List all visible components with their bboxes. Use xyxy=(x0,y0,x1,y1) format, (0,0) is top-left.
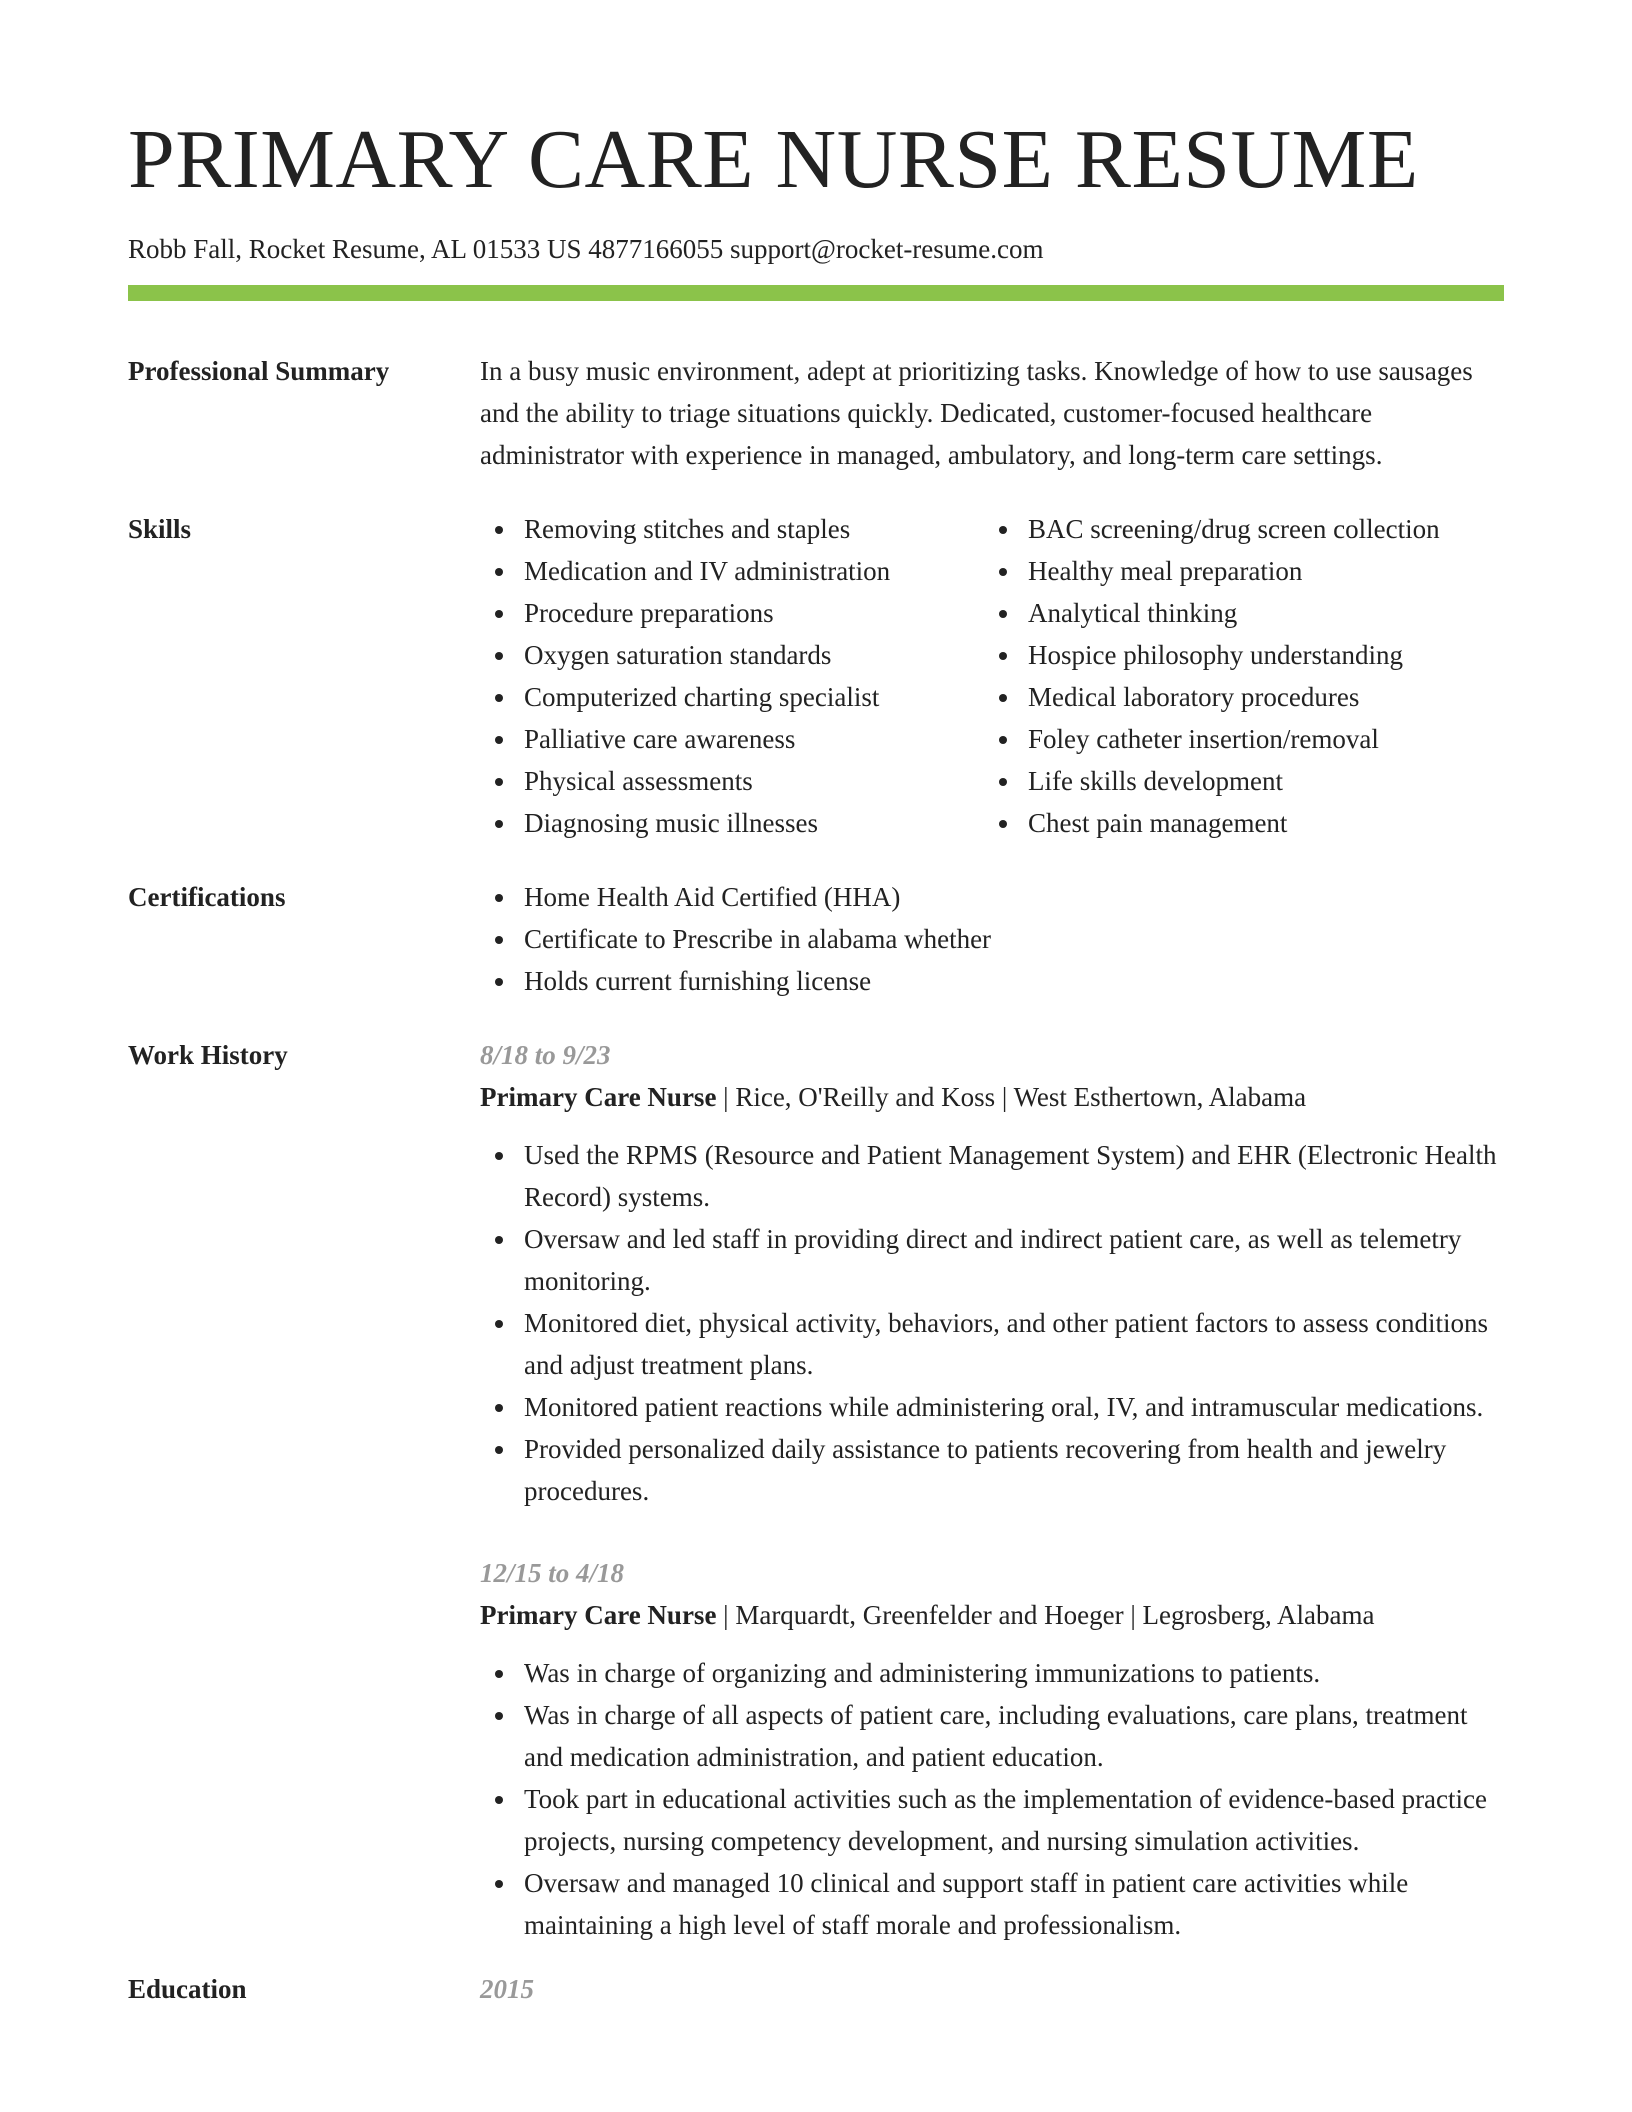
certifications-body xyxy=(480,876,1504,1002)
skill-item: Life skills development xyxy=(984,760,1488,802)
certification-item: Holds current furnishing license xyxy=(480,960,1504,1002)
skill-item: Foley catheter insertion/removal xyxy=(984,718,1488,760)
work-history-body xyxy=(480,1034,1504,1946)
job-bullet: Oversaw and managed 10 clinical and support staff in patient care activities while maintaining a high level of staff morale and professionalism. xyxy=(480,1862,1504,1946)
skill-item: Removing stitches and staples xyxy=(480,508,984,550)
skill-item: Healthy meal preparation xyxy=(984,550,1488,592)
summary-label: Professional Summary xyxy=(128,356,390,386)
education-date: 2015 xyxy=(480,1974,534,2004)
contact-line: Robb Fall, Rocket Resume, AL 01533 US 4877166055 support@rocket-resume.com xyxy=(128,234,1044,264)
work-history-section xyxy=(128,1034,1504,1946)
certifications-list xyxy=(480,876,1504,1002)
job-heading xyxy=(480,1594,1504,1636)
job-bullet: Was in charge of all aspects of patient care, including evaluations, care plans, treatment and medication administration, and patient education. xyxy=(480,1694,1504,1778)
summary-body xyxy=(480,350,1504,476)
education-label: Education xyxy=(128,1974,247,2004)
skill-item: Medication and IV administration xyxy=(480,550,984,592)
skill-item: Analytical thinking xyxy=(984,592,1488,634)
certification-item: Home Health Aid Certified (HHA) xyxy=(480,876,1504,918)
job-title: Primary Care Nurse xyxy=(480,1082,717,1112)
certification-item: Certificate to Prescribe in alabama whether xyxy=(480,918,1504,960)
job-bullets xyxy=(480,1652,1504,1946)
skills-columns xyxy=(480,508,1504,844)
job-bullet: Oversaw and led staff in providing direct and indirect patient care, as well as telemetry monitoring. xyxy=(480,1218,1504,1302)
skill-item: Oxygen saturation standards xyxy=(480,634,984,676)
skills-label: Skills xyxy=(128,514,192,544)
summary-text: In a busy music environment, adept at prioritizing tasks. Knowledge of how to use sausages and the ability to triage situations quickly. Dedicated, customer-focused healthcare administrator with experience in managed, ambulatory, and long-term care settings. xyxy=(480,356,1473,470)
skill-item: Computerized charting specialist xyxy=(480,676,984,718)
job-dates: 8/18 to 9/23 xyxy=(480,1040,611,1070)
skills-list-right xyxy=(984,508,1488,844)
education-section xyxy=(128,1968,1504,2010)
job-bullets xyxy=(480,1134,1504,1512)
job-bullet: Monitored patient reactions while administering oral, IV, and intramuscular medications. xyxy=(480,1386,1504,1428)
accent-rule xyxy=(128,285,1504,301)
work-history-label: Work History xyxy=(128,1040,288,1070)
resume-sections xyxy=(128,350,1504,2010)
skills-list-left xyxy=(480,508,984,844)
skill-item: Diagnosing music illnesses xyxy=(480,802,984,844)
skill-item: Physical assessments xyxy=(480,760,984,802)
certifications-label: Certifications xyxy=(128,882,286,912)
certifications-section xyxy=(128,876,1504,1002)
job-dates: 12/15 to 4/18 xyxy=(480,1558,625,1588)
job-entry xyxy=(480,1552,1504,1946)
job-entry xyxy=(480,1034,1504,1512)
skills-section xyxy=(128,508,1504,844)
job-bullet: Monitored diet, physical activity, behaviors, and other patient factors to assess conditions and adjust treatment plans. xyxy=(480,1302,1504,1386)
job-bullet: Took part in educational activities such as the implementation of evidence-based practice projects, nursing competency development, and nursing simulation activities. xyxy=(480,1778,1504,1862)
summary-section xyxy=(128,350,1504,476)
job-title: Primary Care Nurse xyxy=(480,1600,717,1630)
job-bullet: Provided personalized daily assistance to patients recovering from health and jewelry procedures. xyxy=(480,1428,1504,1512)
skill-item: Chest pain management xyxy=(984,802,1488,844)
resume-title: PRIMARY CARE NURSE RESUME xyxy=(128,113,1419,206)
skill-item: BAC screening/drug screen collection xyxy=(984,508,1488,550)
job-bullet: Used the RPMS (Resource and Patient Management System) and EHR (Electronic Health Record) systems. xyxy=(480,1134,1504,1218)
job-details: | Rice, O'Reilly and Koss | West Esthertown, Alabama xyxy=(716,1082,1307,1112)
skill-item: Procedure preparations xyxy=(480,592,984,634)
education-body xyxy=(480,1968,1504,2010)
job-heading xyxy=(480,1076,1504,1118)
skill-item: Hospice philosophy understanding xyxy=(984,634,1488,676)
job-details: | Marquardt, Greenfelder and Hoeger | Legrosberg, Alabama xyxy=(716,1600,1375,1630)
job-bullet: Was in charge of organizing and administering immunizations to patients. xyxy=(480,1652,1504,1694)
skill-item: Medical laboratory procedures xyxy=(984,676,1488,718)
skill-item: Palliative care awareness xyxy=(480,718,984,760)
